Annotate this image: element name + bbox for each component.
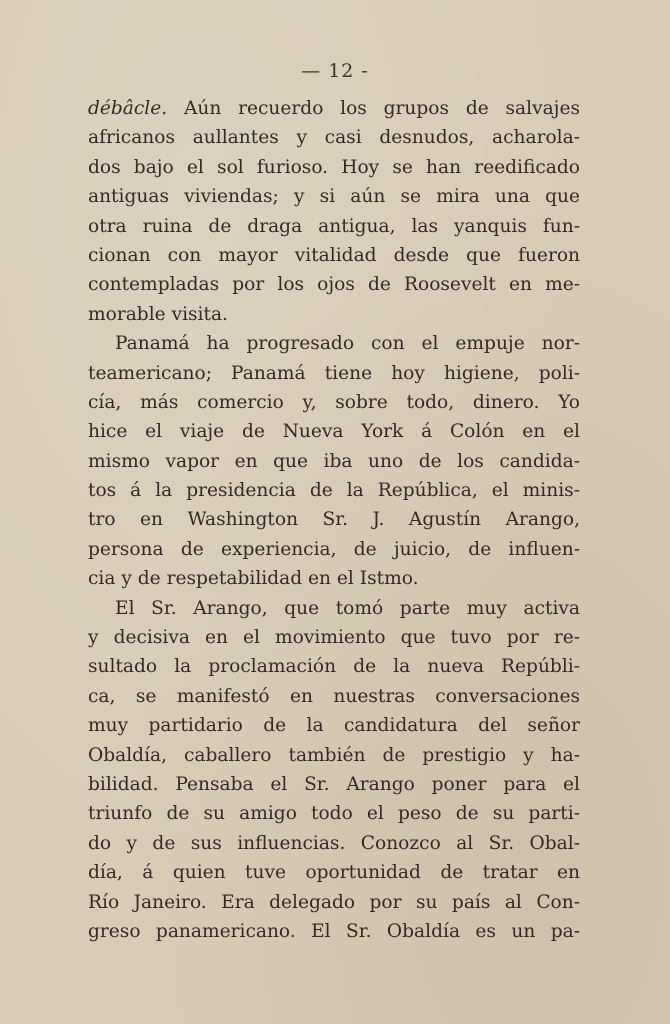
text-line: día, á quien tuve oportunidad de tratar en bbox=[88, 862, 580, 884]
text-line: cia y de respetabilidad en el Istmo. bbox=[88, 568, 419, 590]
page-number: — 12 - bbox=[301, 60, 369, 82]
text-line: bilidad. Pensaba el Sr. Arango poner para el bbox=[88, 773, 580, 795]
text-line: mismo vapor en que iba uno de los candida- bbox=[88, 450, 580, 472]
text-line: hice el viaje de Nueva York á Colón en el bbox=[88, 421, 580, 443]
text-line: Río Janeiro. Era delegado por su país al Con- bbox=[88, 891, 580, 913]
text-line: do y de sus influencias. Conozco al Sr. Obal- bbox=[88, 832, 580, 854]
text-line: y decisiva en el movimiento que tuvo por re- bbox=[88, 627, 580, 649]
text-line: tro en Washington Sr. J. Agustín Arango, bbox=[88, 509, 580, 531]
text-line: muy partidario de la candidatura del señor bbox=[88, 715, 580, 737]
text-line: greso panamericano. El Sr. Obaldía es un pa- bbox=[88, 920, 580, 942]
text-line: Panamá ha progresado con el empuje nor- bbox=[115, 333, 580, 355]
text-line: cía, más comercio y, sobre todo, dinero. Yo bbox=[88, 391, 580, 413]
text-line: Obaldía, caballero también de prestigio y ha- bbox=[88, 744, 580, 766]
body-text bbox=[88, 94, 580, 946]
text-line: teamericano; Panamá tiene hoy higiene, poli- bbox=[88, 362, 580, 384]
italic-word: débâcle. bbox=[88, 98, 168, 119]
text-line: persona de experiencia, de juicio, de influen- bbox=[88, 538, 580, 560]
text-line: cionan con mayor vitalidad desde que fueron bbox=[88, 244, 580, 266]
text-line: antiguas viviendas; y si aún se mira una que bbox=[88, 186, 580, 208]
text-line: sultado la proclamación de la nueva Repúbli- bbox=[88, 656, 580, 678]
text-line: otra ruina de draga antigua, las yanquis fun- bbox=[88, 215, 580, 237]
text-line bbox=[88, 94, 580, 123]
text-line: El Sr. Arango, que tomó parte muy activa bbox=[115, 597, 580, 619]
text-line: africanos aullantes y casi desnudos, acharola- bbox=[88, 127, 580, 149]
text-line: morable visita. bbox=[88, 303, 228, 325]
text-line: ca, se manifestó en nuestras conversaciones bbox=[88, 685, 580, 707]
text-line: tos á la presidencia de la República, el minis- bbox=[88, 480, 580, 502]
text-line: dos bajo el sol furioso. Hoy se han reedificado bbox=[88, 156, 580, 178]
text-line: contempladas por los ojos de Roosevelt en me- bbox=[88, 274, 580, 296]
line-text: Aún recuerdo los grupos de salvajes bbox=[167, 98, 580, 119]
text-line: triunfo de su amigo todo el peso de su parti- bbox=[88, 803, 580, 825]
